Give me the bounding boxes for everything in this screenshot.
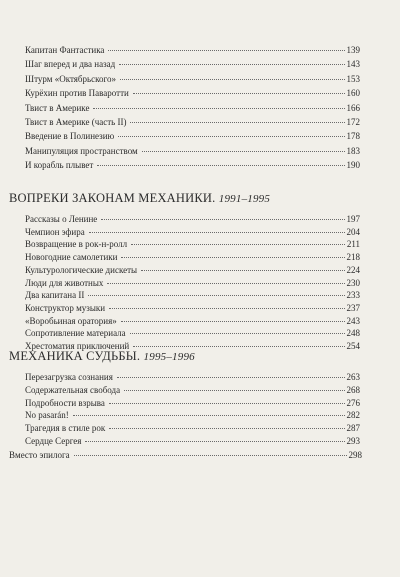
toc-entry: [25, 103, 360, 114]
entry-page: 204: [346, 226, 360, 237]
entry-page: 178: [346, 131, 360, 142]
entry-title: Твист в Америке (часть II): [25, 117, 127, 127]
entry-title: И корабль плывет: [25, 160, 94, 171]
entry-page: 211: [346, 239, 360, 250]
dot-leader: [141, 269, 344, 271]
section-years: 1991–1995: [218, 193, 271, 205]
entry-page: 276: [346, 397, 360, 408]
entry-title: Вместо эпилога: [9, 450, 70, 460]
entry-title: Хрестоматия приключений: [25, 341, 130, 351]
entry-title: Культурологические дискеты: [25, 264, 138, 275]
dot-leader: [108, 49, 344, 51]
entry-title: Введение в Полинезию: [25, 131, 115, 142]
dot-leader: [73, 414, 345, 416]
toc-entry: [25, 131, 360, 142]
dot-leader: [131, 243, 345, 245]
toc-entry: [25, 410, 360, 421]
entry-title: Шаг вперед и два назад: [25, 59, 116, 70]
toc-entry: [25, 436, 360, 447]
entry-page: 166: [346, 102, 360, 113]
toc-entry: [25, 278, 360, 289]
entry-title: Капитан Фантастика: [25, 45, 105, 55]
dot-leader: [133, 92, 345, 94]
dot-leader: [74, 454, 347, 456]
entry-page: 287: [346, 423, 360, 434]
entry-page: 183: [346, 145, 360, 156]
dot-leader: [97, 164, 344, 166]
entry-page: 197: [346, 214, 360, 224]
entry-page: 237: [346, 302, 360, 313]
section-heading-mechanics-laws: [9, 191, 270, 206]
entry-page: 172: [346, 117, 360, 127]
entry-title: Курёхин против Паваротти: [25, 88, 129, 99]
entry-title: Манипуляция пространством: [25, 145, 138, 156]
toc-entry-epilogue: [9, 450, 362, 461]
entry-title: Сопротивление материала: [25, 328, 126, 339]
entry-title: Перезагрузка сознания: [25, 372, 113, 382]
dot-leader: [101, 218, 344, 220]
entry-page: 263: [346, 372, 360, 382]
entry-page: 243: [346, 315, 360, 326]
dot-leader: [117, 376, 345, 378]
dot-leader: [130, 332, 345, 334]
entry-page: 254: [346, 341, 360, 351]
dot-leader: [88, 294, 344, 296]
entry-title: «Воробьиная оратория»: [25, 315, 117, 326]
entry-title: Два капитана II: [25, 290, 85, 301]
toc-entry: [25, 239, 360, 250]
entry-title: Возвращение в рок-н-ролл: [25, 239, 128, 250]
entry-title: Сердце Сергея: [25, 436, 82, 446]
entry-page: 233: [346, 290, 360, 301]
dot-leader: [124, 389, 344, 391]
entry-page: 293: [346, 436, 360, 446]
entry-page: 224: [346, 264, 360, 275]
section-title: ВОПРЕКИ ЗАКОНАМ МЕХАНИКИ.: [9, 191, 216, 205]
entry-title: Чемпион эфира: [25, 226, 85, 237]
dot-leader: [89, 231, 345, 233]
toc-entry: [25, 328, 360, 339]
entry-page: 298: [348, 450, 362, 460]
dot-leader: [85, 440, 344, 442]
entry-title: Штурм «Октябрьского»: [25, 73, 116, 84]
dot-leader: [121, 256, 344, 258]
dot-leader: [107, 282, 344, 284]
entry-title: Новогодние самолетики: [25, 252, 118, 263]
entry-page: 230: [346, 277, 360, 288]
section-heading-mechanics-fate: [9, 349, 195, 364]
toc-entry: [25, 214, 360, 225]
entry-page: 143: [346, 59, 360, 70]
toc-entry: [25, 146, 360, 157]
toc-entry: [25, 88, 360, 99]
entry-title: Подробности взрыва: [25, 397, 105, 408]
entry-title: No pasarán!: [25, 410, 69, 421]
entry-title: Твист в Америке: [25, 102, 90, 113]
entry-title: Рассказы о Ленине: [25, 214, 98, 224]
entry-page: 282: [346, 410, 360, 421]
dot-leader: [109, 402, 345, 404]
entry-page: 139: [346, 45, 360, 55]
dot-leader: [93, 107, 344, 109]
toc-entry: [25, 227, 360, 238]
entry-page: 218: [346, 252, 360, 263]
toc-entry: [25, 265, 360, 276]
toc-entry: [25, 160, 360, 171]
entry-page: 160: [346, 88, 360, 99]
entry-page: 190: [346, 160, 360, 171]
dot-leader: [109, 307, 344, 309]
entry-page: 248: [346, 328, 360, 339]
dot-leader: [133, 345, 344, 347]
dot-leader: [142, 150, 345, 152]
toc-entry: [25, 117, 360, 128]
dot-leader: [120, 78, 345, 80]
toc-entry: [25, 398, 360, 409]
toc-entry: [25, 45, 360, 56]
toc-entry: [25, 252, 360, 263]
dot-leader: [119, 63, 344, 65]
toc-entry: [25, 303, 360, 314]
section-years: 1995–1996: [143, 351, 195, 363]
entry-title: Содержательная свобода: [25, 384, 121, 395]
entry-title: Конструктор музыки: [25, 302, 106, 313]
section-title: МЕХАНИКА СУДЬБЫ.: [9, 349, 141, 363]
toc-entry: [25, 290, 360, 301]
entry-page: 153: [346, 73, 360, 84]
toc-entry: [25, 316, 360, 327]
entry-title: Трагедия в стиле рок: [25, 423, 106, 434]
dot-leader: [121, 320, 345, 322]
toc-entry: [25, 385, 360, 396]
entry-page: 268: [346, 384, 360, 395]
dot-leader: [118, 135, 344, 137]
toc-entry: [25, 59, 360, 70]
toc-entry: [25, 74, 360, 85]
toc-entry: [25, 423, 360, 434]
toc-entry: [25, 372, 360, 383]
entry-title: Люди для животных: [25, 277, 104, 288]
dot-leader: [109, 427, 344, 429]
dot-leader: [130, 121, 344, 123]
